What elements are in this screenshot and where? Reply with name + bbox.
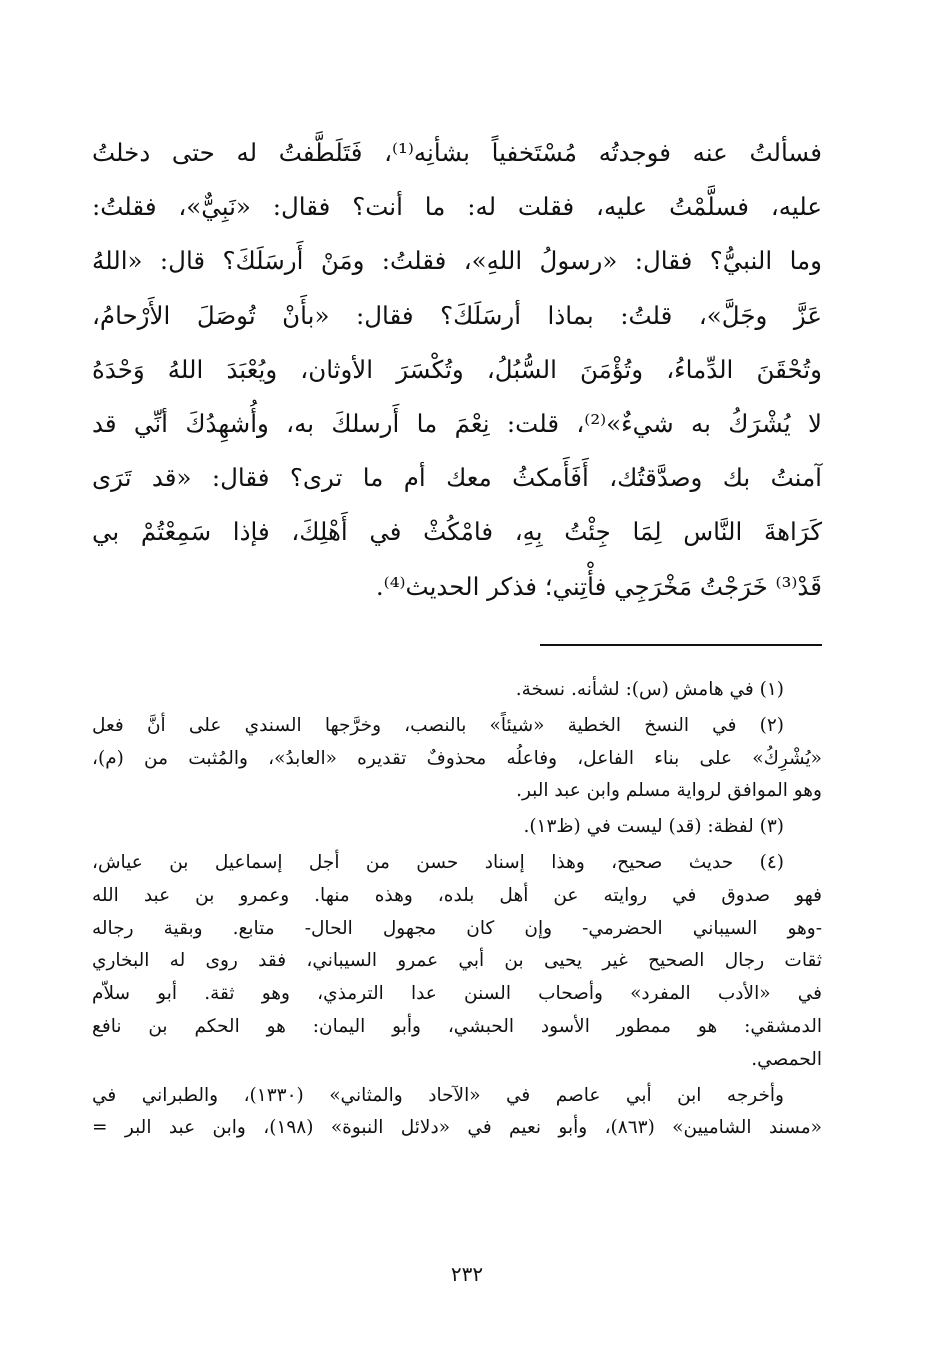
main-text-line: آمنتُ بك وصدَّقتُك، أَفَأَمكثُ معك أم ما ترى؟ فقال: «قد تَرَى [92,463,822,493]
footnotes-block [92,674,822,1148]
main-text-line: وتُحْقَنَ الدِّماءُ، وتُؤْمَنَ السُّبُلُ، وتُكْسَرَ الأوثان، ويُعْبَدَ اللهُ وَحْدَهُ [92,354,822,384]
footnote-2 [92,710,822,808]
footnote-line: ثقات رجال الصحيح غير يحيى بن أبي عمرو السيباني، فقد روى له البخاري [92,950,822,972]
footnote-line: (٤) حديث صحيح، وهذا إسناد حسن من أجل إسماعيل بن عياش، [92,851,784,873]
footnote-line: «يُشْرِكُ» على بناء الفاعل، وفاعلُه محذوفٌ تقديره «العابدُ»، والمُثبت من (م)، [92,747,822,769]
footnote-line: (١) في هامش (س): لشأنه. نسخة. [515,679,784,700]
footnote-4 [92,847,822,1077]
footnote-line: فهو صدوق في روايته عن أهل بلده، وهذه منها. وعمرو بن عبد الله [92,884,822,906]
footnote-line: في «الأدب المفرد» وأصحاب السنن عدا الترمذي، وهو ثقة. أبو سلاّم [92,983,822,1005]
footnote-line: الحمصي. [751,1048,822,1070]
main-text-line: لا يُشْرَكُ به شيءٌ»⁽²⁾، قلت: نِعْمَ ما أَرسلكَ به، وأُشهِدُكَ أنِّي قد [92,409,823,439]
main-text-block [92,126,822,614]
main-text-line: وما النبيُّ؟ فقال: «رسولُ اللهِ»، فقلتُ: ومَنْ أَرسَلَكَ؟ قال: «اللهُ [92,246,822,276]
footnote-line: (٣) لفظة: (قد) ليست في (ظ١٣). [523,816,784,838]
footnote-line: وهو الموافق لرواية مسلم وابن عبد البر. [516,780,822,802]
main-text-line: كَرَاهةَ النَّاس لِمَا جِئْتُ بِهِ، فامْكُثْ في أَهْلِكَ، فإذا سَمِعْتُمْ بي [92,517,822,547]
main-text-line: عَزَّ وجَلَّ»، قلتُ: بماذا أرسَلَكَ؟ فقال: «بأَنْ تُوصَلَ الأَرْحامُ، [92,300,822,330]
footnote-line: «مسند الشاميين» (٨٦٣)، وأبو نعيم في «دلائل النبوة» (١٩٨)، وابن عبد البر = [92,1117,822,1139]
footnote-line: -وهو السيباني الحضرمي- وإن كان مجهول الحال- متابع. وبقية رجاله [92,917,822,939]
main-text-line: قَدْ⁽³⁾ خَرَجْتُ مَخْرَجِي فأْتِني؛ فذكر الحديث⁽⁴⁾. [375,571,822,601]
footnote-3 [92,811,822,844]
page-number: ٢٣٢ [450,1262,484,1286]
footnote-line: وأخرجه ابن أبي عاصم في «الآحاد والمثاني» (١٣٣٠)، والطبراني في [92,1084,784,1106]
footnote-line: (٢) في النسخ الخطية «شيئاً» بالنصب، وخرَّجها السندي على أنَّ فعل [92,714,784,736]
main-text-line: عليه، فسلَّمْتُ عليه، فقلت له: ما أنت؟ فقال: «نَبِيٌّ»، فقلتُ: [92,192,822,222]
footnote-4-continuation [92,1080,822,1146]
footnote-1 [92,674,822,707]
main-text-line: فسألتُ عنه فوجدتُه مُسْتَخفياً بشأنِه⁽¹⁾، فَتَلَطَّفتُ له حتى دخلتُ [92,138,822,167]
footnote-divider [540,644,822,646]
footnote-line: الدمشقي: هو ممطور الأسود الحبشي، وأبو اليمان: هو الحكم بن نافع [92,1015,822,1037]
